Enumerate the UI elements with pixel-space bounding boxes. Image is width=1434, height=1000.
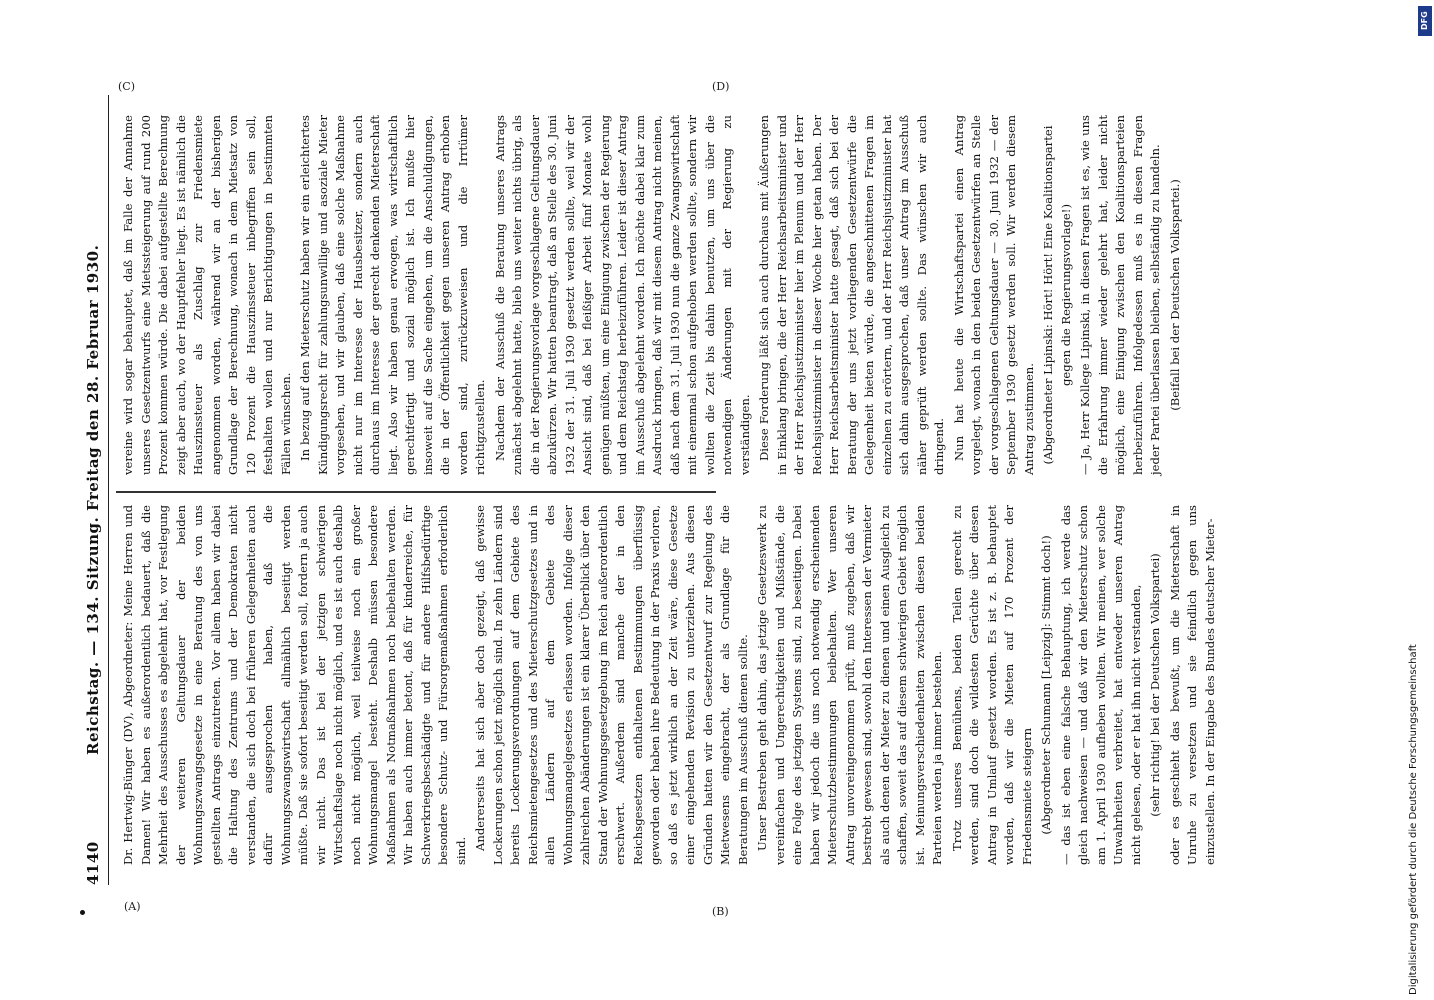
paragraph: Nun hat heute die Wirtschaftspartei einen Antrag vorgelegt, wonach in den beiden Gesetzentwürfen an Stelle der vorgeschlagenen Geltungsdauer — 30. Juni 1932 — der September 1930 gesetzt werden soll. Wir werden diesem Antrag zustimmen. [951, 115, 1036, 475]
applause-note: (Beifall bei der Deutschen Volkspartei.) [1167, 179, 1182, 411]
digitization-credit: Digitalisierung gefördert durch die Deutsche Forschungsgemeinschaft [1408, 644, 1419, 995]
page-number: 4140 [84, 841, 102, 885]
column-right [120, 115, 1182, 475]
margin-mark-c: (C) [118, 80, 135, 93]
interjection: (Abgeordneter Lipinski: Hört! Hört! Eine Koalitionspartei gegen die Regierungsvorlage!) [1041, 125, 1073, 465]
column-divider [116, 492, 716, 494]
paragraph: vereine wird sogar behauptet, daß im Falle der Annahme unseres Gesetzentwurfs eine Mietssteigerung auf rund 200 Prozent kommen würde. Die dabei aufgestellte Berechnung zeigt aber auch, wo der Hauptfehler liegt. Es ist nämlich die Hauszinssteuer als Zuschlag zur Friedensmiete angenommen worden, während wir an der bisherigen Grundlage der Berechnung, wonach in dem Mietsatz von 120 Prozent die Hauszinssteuer inbegriffen sein soll, festhalten wollen und nur Berichtigungen in bestimmten Fällen wünschen. [121, 115, 293, 475]
rotated-page-content [80, 95, 1217, 885]
paragraph: — das ist eben eine falsche Behauptung, ich werde das gleich nachweisen — und daß wir den Mieterschutz schon am 1. April 1930 aufheben wollten. Wir meinen, wer solche Unwahrheiten verbreitet, hat entweder unseren Antrag nicht gelesen, oder er hat ihn nicht verstanden, [1058, 505, 1143, 865]
paragraph: In bezug auf den Mieterschutz haben wir ein erleichtertes Kündigungsrecht für zahlungsunwillige und asoziale Mieter vorgesehen, und wir glauben, daß eine solche Maßnahme nicht nur im Interesse der Hausbesitzer, sondern auch durchaus im Interesse der gerecht denkenden Mieterschaft liegt. Also wir haben genau erwogen, was wirtschaftlich gerechtfertigt und sozial möglich ist. Ich mußte hier insoweit auf die Sache eingehen, um die Anschuldigungen, die in der Öffentlichkeit gegen unseren Antrag erhoben worden sind, zurückzuweisen und die Irrtümer richtigzustellen. [298, 115, 487, 475]
paragraph: Dr. Hertwig-Bünger (DV), Abgeordneter: Meine Herren und Damen! Wir haben es außerordentlich bedauert, daß die Mehrheit des Ausschusses es abgelehnt hat, vor Festlegung der weiteren Geltungsdauer der beiden Wohnungszwangsgesetze in eine Beratung des von uns gestellten Antrags einzutreten. Vor allem haben wir dabei die Haltung des Zentrums und der Demokraten nicht verstanden, die sich doch bei früheren Gelegenheiten auch dafür ausgesprochen haben, daß die Wohnungszwangswirtschaft allmählich beseitigt werden müßte. Daß sie sofort beseitigt werden soll, fordern ja auch wir nicht. Das ist bei der jetzigen schwierigen Wirtschaftslage noch nicht möglich, und es ist auch deshalb noch nicht möglich, weil teilweise noch ein großer Wohnungsmangel besteht. Deshalb müssen besondere Maßnahmen als Notmaßnahmen noch beibehalten werden. Wir haben auch immer betont, daß für kinderreiche, für Schwerkriegsbeschädigte und für andere Hilfsbedürftige besondere Schutz- und Fürsorgemaßnahmen erforderlich sind. [121, 505, 468, 865]
margin-mark-b: (B) [712, 905, 729, 918]
paragraph: Andererseits hat sich aber doch gezeigt, daß gewisse Lockerungen schon jetzt möglich sind. In zehn Ländern sind bereits Lockerungsverordnungen auf dem Gebiete des Reichsmietengesetzes und des Mieterschutzgesetzes und in allen Ländern auf dem Gebiete des Wohnungsmangelgesetzes erlassen worden. Infolge dieser zahlreichen Abänderungen ist ein klarer Überblick über den Stand der Wohnungsgesetzgebung im Reich außerordentlich erschwert. Außerdem sind manche der in den Reichsgesetzen enthaltenen Bestimmungen überflüssig geworden oder haben ihre Bedeutung in der Praxis verloren, so daß es jetzt wirklich an der Zeit wäre, diese Gesetze einer eingehenden Revision zu unterziehen. Aus diesen Gründen hatten wir den Gesetzentwurf zur Regelung des Mietwesens eingebracht, der als Grundlage für die Beratungen im Ausschuß dienen sollte. [473, 505, 750, 865]
dfg-logo: DFG [1418, 6, 1432, 36]
paragraph: oder es geschieht das bewußt, um die Mieterschaft in Unruhe zu versetzen und sie feindlich gegen uns einzustellen. In der Eingabe des Bundes deutscher Mieter- [1167, 505, 1217, 865]
page-header [80, 95, 109, 885]
paragraph: Diese Forderung läßt sich auch durchaus mit Äußerungen in Einklang bringen, die der Herr Reichsarbeitsminister und der Herr Reichsjustizminister hier im Plenum und der Herr Reichsjustizminister in dieser Woche hier getan haben. Der Herr Reichsarbeitsminister hatte gesagt, daß sich bei der Beratung der uns jetzt vorliegenden Gesetzentwürfe die Gelegenheit bieten würde, die angeschnittenen Fragen im einzelnen zu erörtern, und der Herr Reichsjustizminister hat sich dahin ausgesprochen, daß unser Antrag im Ausschuß näher geprüft werden sollte. Das wünschen wir auch dringend. [757, 115, 946, 475]
column-left [120, 505, 1217, 865]
speck [80, 910, 85, 915]
margin-mark-d: (D) [712, 80, 730, 93]
paragraph: — Ja, Herr Kollege Lipinski, in diesen Fragen ist es, wie uns die Erfahrung immer wieder gelehrt hat, leider nicht möglich, eine Einigung zwischen den Koalitionsparteien herbeizuführen. Infolgedessen muß es in diesen Fragen jeder Partei überlassen bleiben, selbständig zu handeln. [1078, 115, 1162, 475]
paragraph: Trotz unseres Bemühens, beiden Teilen gerecht zu werden, sind doch die wildesten Gerüchte über diesen Antrag in Umlauf gesetzt worden. Es ist z. B. behauptet worden, daß wir die Mieten auf 170 Prozent der Friedensmiete steigern [949, 505, 1034, 865]
margin-mark-a: (A) [124, 900, 141, 913]
paragraph: Unser Bestreben geht dahin, das jetzige Gesetzeswerk zu vereinfachen und Ungerechtigkeiten und Mißstände, die eine Folge des jetzigen Systems sind, zu beseitigen. Dabei haben wir jedoch die uns noch notwendig erscheinenden Mieterschutzbestimmungen beibehalten. Wer unseren Antrag unvoreingenommen prüft, muß zugeben, daß wir bestrebt gewesen sind, sowohl den Interessen der Vermieter als auch denen der Mieter zu dienen und einen Ausgleich zu schaffen, soweit das auf diesem schwierigen Gebiet möglich ist. Meinungsverschiedenheiten zwischen diesen beiden Parteien werden ja immer bestehen. [755, 505, 944, 865]
interjection: (Abgeordneter Schumann [Leipzig]: Stimmt doch!) [1039, 535, 1053, 835]
page-title: Reichstag. — 134. Sitzung. Freitag den 28. Februar 1930. [84, 244, 102, 755]
paragraph: Nachdem der Ausschuß die Beratung unseres Antrags zunächst abgelehnt hatte, blieb uns weiter nichts übrig, als die in der Regierungsvorlage vorgeschlagene Geltungsdauer abzukürzen. Wir hatten beantragt, daß an Stelle des 30. Juni 1932 der 31. Juli 1930 gesetzt werden sollte, weil wir der Ansicht sind, daß bei fleißiger Arbeit fünf Monate wohl genügen müßten, um eine Einigung zwischen der Regierung und dem Reichstag herbeizuführen. Leider ist dieser Antrag im Ausschuß abgelehnt worden. Ich möchte dabei klar zum Ausdruck bringen, daß wir mit diesem Antrag nicht meinen, daß nach dem 31. Juli 1930 nun die ganze Zwangswirtschaft mit einemmal schon aufgehoben werden sollte, sondern wir wollten die Zeit bis dahin benutzen, um uns über die notwendigen Änderungen mit der Regierung zu verständigen. [492, 115, 752, 475]
interjection: (sehr richtig! bei der Deutschen Volkspartei) [1148, 553, 1162, 817]
